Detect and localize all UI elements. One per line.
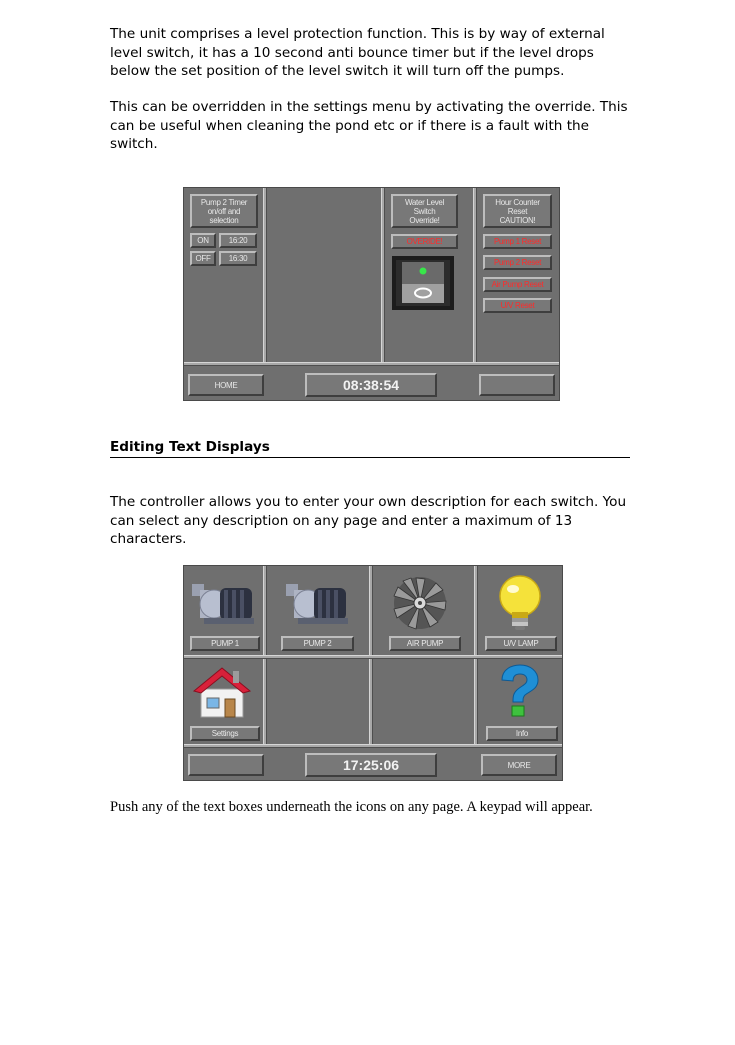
row-divider [184,655,562,659]
pump2-label-box[interactable]: PUMP 2 [281,636,354,651]
pump1-reset-button[interactable]: Pump 1 Reset [483,234,552,249]
settings-label-box[interactable]: Settings [190,726,260,741]
column-divider [263,188,267,362]
air-pump-label-box[interactable]: AIR PUMP [389,636,461,651]
column-divider [381,188,385,362]
blank-button[interactable] [479,374,555,396]
timer-off-label[interactable]: OFF [190,251,216,266]
house-icon[interactable] [191,665,253,719]
help-icon[interactable] [496,664,542,720]
timer-on-label[interactable]: ON [190,233,216,248]
override-paragraph: This can be overridden in the settings menu by activating the override. This can be useful when cleaning the pond etc or if there is a fault with the switch. [110,99,628,152]
pump1-label-box[interactable]: PUMP 1 [190,636,260,651]
more-button[interactable]: MORE [481,754,557,776]
info-label-box[interactable]: Info [486,726,558,741]
timer-on-time[interactable]: 16:20 [219,233,257,248]
air-pump-reset-button[interactable]: Air Pump Reset [483,277,552,292]
blank-button[interactable] [188,754,264,776]
fan-icon[interactable] [391,575,449,631]
clock-display: 08:38:54 [305,373,437,397]
footer-divider [184,744,562,748]
controller-paragraph: The controller allows you to enter your own description for each switch. You can select any description on any page and enter a maximum of 13 characters. [110,494,627,547]
section-heading: Editing Text Displays [110,438,630,458]
pump2-timer-label: Pump 2 Timer on/off and selection [190,194,258,228]
uv-reset-button[interactable]: U/V Reset [483,298,552,313]
light-bulb-icon[interactable] [494,574,546,632]
column-divider [473,188,477,362]
settings-screen [183,187,560,401]
pump-icon[interactable] [190,576,260,628]
push-paragraph: Push any of the text boxes underneath the icons on any page. A keypad will appear. [110,799,593,815]
water-level-override-label: Water Level Switch Override! [391,194,458,228]
main-screen [183,565,563,781]
rocker-switch-icon[interactable] [392,256,454,310]
home-button[interactable]: HOME [188,374,264,396]
footer-divider [184,362,559,366]
hour-counter-reset-label: Hour Counter Reset CAUTION! [483,194,552,228]
pump-icon[interactable] [284,576,354,628]
pump2-reset-button[interactable]: Pump 2 Reset [483,255,552,270]
intro-paragraph: The unit comprises a level protection function. This is by way of external level switch, it has a 10 second anti bounce timer but if the level drops below the set position of the level switch it will turn off the pumps. [110,26,605,79]
override-button[interactable]: OVERIDE! [391,234,458,249]
timer-off-time[interactable]: 16:30 [219,251,257,266]
clock-display: 17:25:06 [305,753,437,777]
uv-lamp-label-box[interactable]: U/V LAMP [485,636,557,651]
